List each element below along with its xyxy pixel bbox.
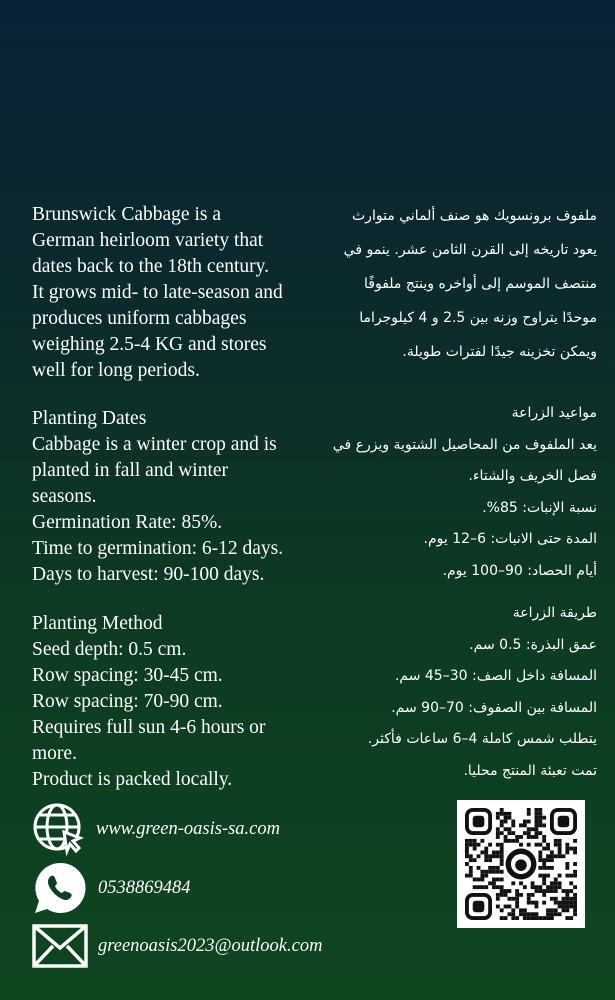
globe-cursor-icon: [32, 802, 86, 856]
text-line: It grows mid- to late-season and: [32, 282, 283, 303]
text-line: Row spacing: 30-45 cm.: [32, 665, 223, 686]
section-heading: Planting Dates: [32, 408, 147, 429]
envelope-icon: [32, 924, 88, 968]
text-line: تمت تعبئة المنتج محليا.: [463, 762, 597, 779]
text-line: Time to germination: 6-12 days.: [32, 538, 284, 559]
arabic-planting-dates: [297, 398, 597, 587]
text-line: منتصف الموسم إلى أواخره وينتج ملفوفًا: [364, 276, 597, 292]
text-line: موحدًا يتراوح وزنه بين 2.5 و 4 كيلوجراما: [359, 310, 597, 326]
text-line: Seed depth: 0.5 cm.: [32, 639, 187, 660]
email-row: [32, 924, 322, 968]
text-line: seasons.: [32, 486, 97, 507]
text-line: Row spacing: 70-90 cm.: [32, 691, 223, 712]
qr-code-image: [465, 808, 577, 920]
phone-row: [32, 860, 191, 916]
text-line: يعد الملفوف من المحاصيل الشتوية ويزرع في: [332, 436, 597, 453]
whatsapp-icon: [32, 860, 88, 916]
email-address[interactable]: greenoasis2023@outlook.com: [98, 935, 323, 956]
text-line: Germination Rate: 85%.: [32, 512, 223, 533]
text-line: أيام الحصاد: 90–100 يوم.: [442, 562, 597, 579]
section-heading: مواعيد الزراعة: [511, 405, 597, 421]
text-line: produces uniform cabbages: [32, 308, 247, 329]
phone-number[interactable]: 0538869484: [98, 877, 191, 898]
english-planting-dates: [32, 406, 317, 588]
text-line: المسافة بين الصفوف: 70–90 سم.: [391, 699, 597, 716]
text-line: Days to harvest: 90-100 days.: [32, 564, 265, 585]
text-line: planted in fall and winter: [32, 460, 229, 481]
website-row: [32, 802, 280, 856]
arabic-intro: [297, 199, 597, 369]
text-line: Product is packed locally.: [32, 769, 233, 790]
english-planting-method: [32, 611, 317, 793]
text-line: dates back to the 18th century.: [32, 256, 269, 277]
text-line: more.: [32, 743, 77, 764]
text-line: فصل الخريف والشتاء.: [468, 468, 597, 484]
text-line: نسبة الإنبات: 85%.: [482, 499, 597, 516]
section-heading: Planting Method: [32, 613, 163, 634]
text-line: well for long periods.: [32, 360, 200, 381]
text-line: German heirloom variety that: [32, 230, 264, 251]
qr-code[interactable]: [457, 800, 585, 928]
text-line: ملفوف برونسويك هو صنف ألماني متوارث: [352, 208, 597, 224]
text-line: weighing 2.5-4 KG and stores: [32, 334, 267, 355]
text-line: يتطلب شمس كاملة 4–6 ساعات فأكثر.: [367, 731, 597, 747]
text-line: Brunswick Cabbage is a: [32, 204, 222, 225]
english-intro: [32, 202, 317, 384]
text-line: Cabbage is a winter crop and is: [32, 434, 277, 455]
text-line: ويمكن تخزينه جيدًا لفترات طويلة.: [402, 344, 597, 360]
section-heading: طريقة الزراعة: [512, 605, 597, 621]
text-line: يعود تاريخه إلى القرن الثامن عشر. ينمو في: [343, 242, 597, 258]
arabic-planting-method: [297, 598, 597, 787]
website-link[interactable]: www.green-oasis-sa.com: [96, 818, 280, 839]
text-line: المسافة داخل الصف: 30–45 سم.: [394, 668, 597, 684]
text-line: المدة حتى الانبات: 6–12 يوم.: [423, 531, 597, 547]
text-line: عمق البذرة: 0.5 سم.: [469, 636, 597, 653]
text-line: Requires full sun 4-6 hours or: [32, 717, 266, 738]
